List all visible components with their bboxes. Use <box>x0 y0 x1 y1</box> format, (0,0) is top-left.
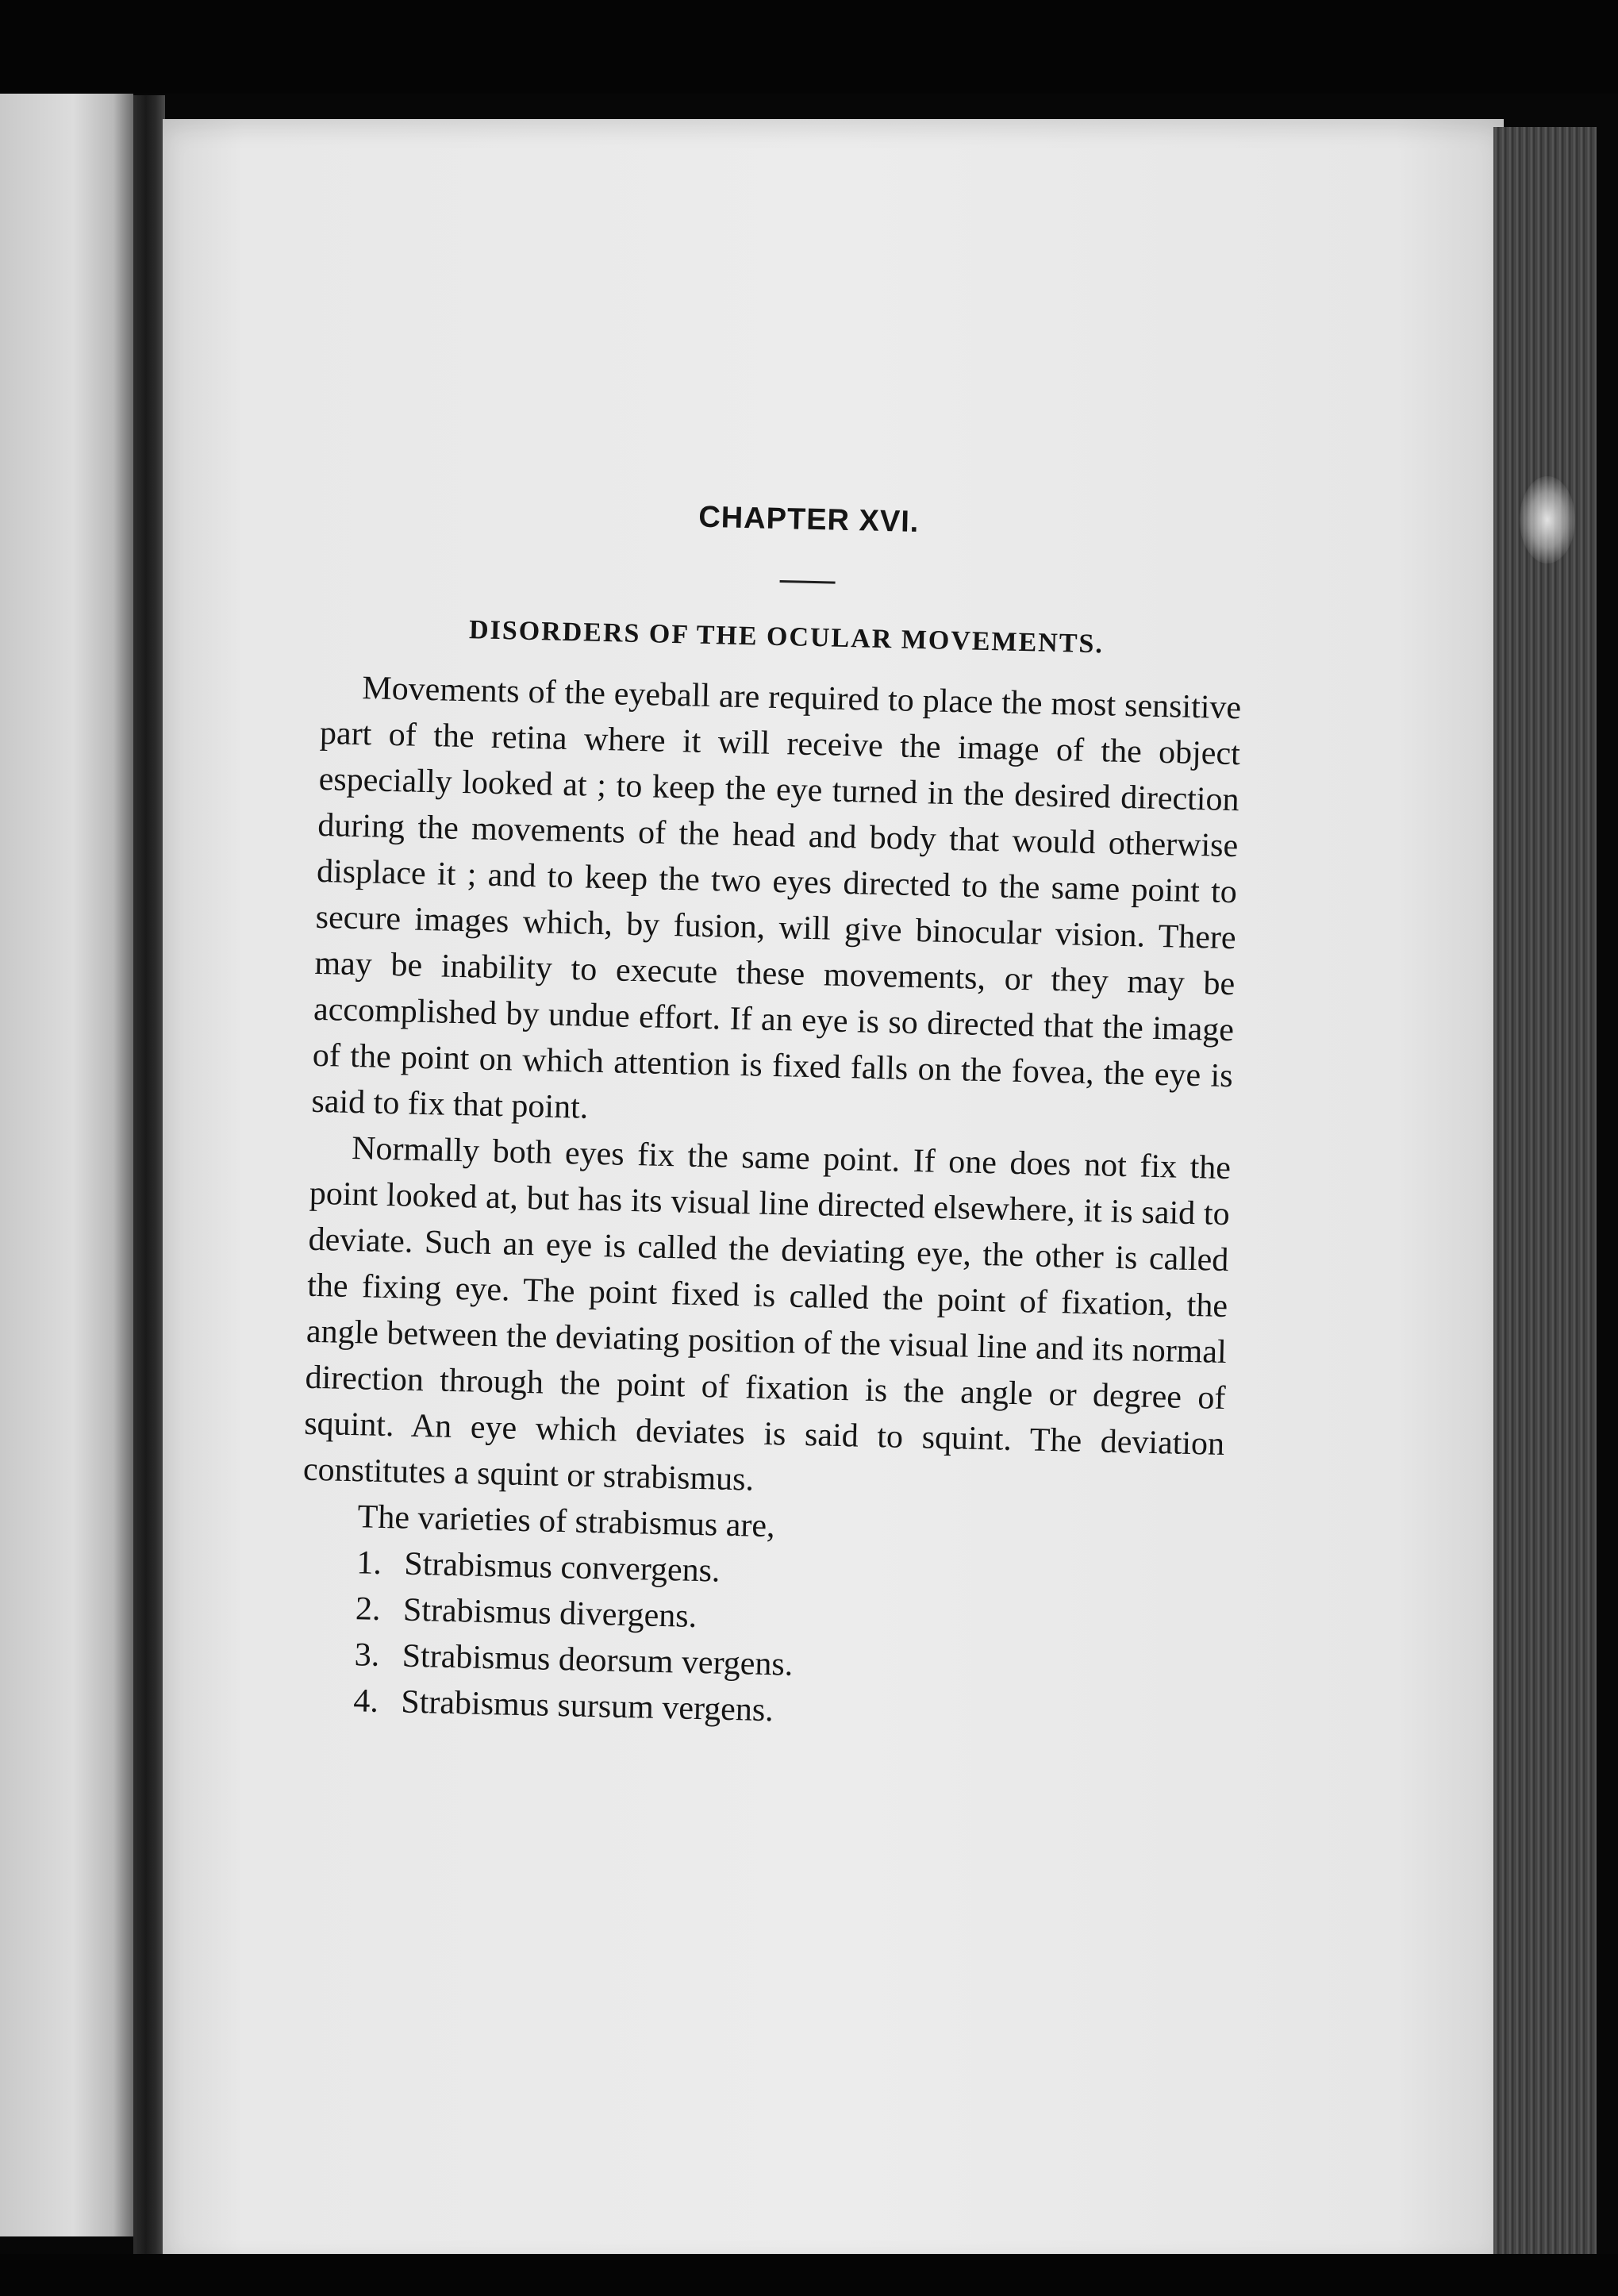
page-fore-edge <box>1493 127 1597 2262</box>
list-item-number: 3. <box>354 1636 380 1674</box>
page-text-block <box>298 492 1246 1744</box>
list-item-number: 1. <box>355 1544 382 1582</box>
list-item-number: 2. <box>355 1590 382 1628</box>
list-item-text: Strabismus divergens. <box>402 1591 698 1635</box>
facing-page-edge <box>0 94 133 2236</box>
book-gutter <box>133 95 165 2254</box>
paragraph: Normally both eyes fix the same point. If one does not fix the point looked at, but has its visual line directed elsewhere, it is said to deviate. Such an eye is called the deviating eye, the other is called the fixing eye. The point fixed is called the point of fixation, the angle between the deviating position of the visual line and its normal direction through the point of fixation is the angle or degree of squint. An eye which deviates is said to squint. The deviation constitutes a squint or strabismus. <box>302 1129 1232 1498</box>
list-item-text: Strabismus sursum vergens. <box>400 1683 774 1729</box>
list-intro: The varieties of strabismus are, <box>357 1498 776 1545</box>
scan-bottom-border <box>0 2254 1618 2296</box>
scan-top-border <box>0 0 1618 94</box>
strabismus-list <box>298 1539 1222 1744</box>
list-item-text: Strabismus deorsum vergens. <box>402 1637 794 1683</box>
section-heading: DISORDERS OF THE OCULAR MOVEMENTS. <box>468 615 1105 660</box>
heading-divider <box>780 580 836 584</box>
list-item-number: 4. <box>352 1683 379 1720</box>
chapter-heading: CHAPTER XVI. <box>698 500 920 539</box>
light-glare <box>1520 476 1575 563</box>
list-item-text: Strabismus convergens. <box>403 1545 721 1590</box>
paragraph: Movements of the eyeball are required to place the most sensitive part of the retina where it will receive the image of the object especially looked at ; to keep the eye turned in the desired direction during the movements of the head and body that would otherwise displace it ; and to keep the two eyes directed to the same point to secure images which, by fusion, will give binocular vision. There may be inability to execute these movements, or they may be accomplished by undue effort. If an eye is so directed that the image of the point on which attention is fixed falls on the fovea, the eye is said to fix that point. <box>311 670 1242 1126</box>
